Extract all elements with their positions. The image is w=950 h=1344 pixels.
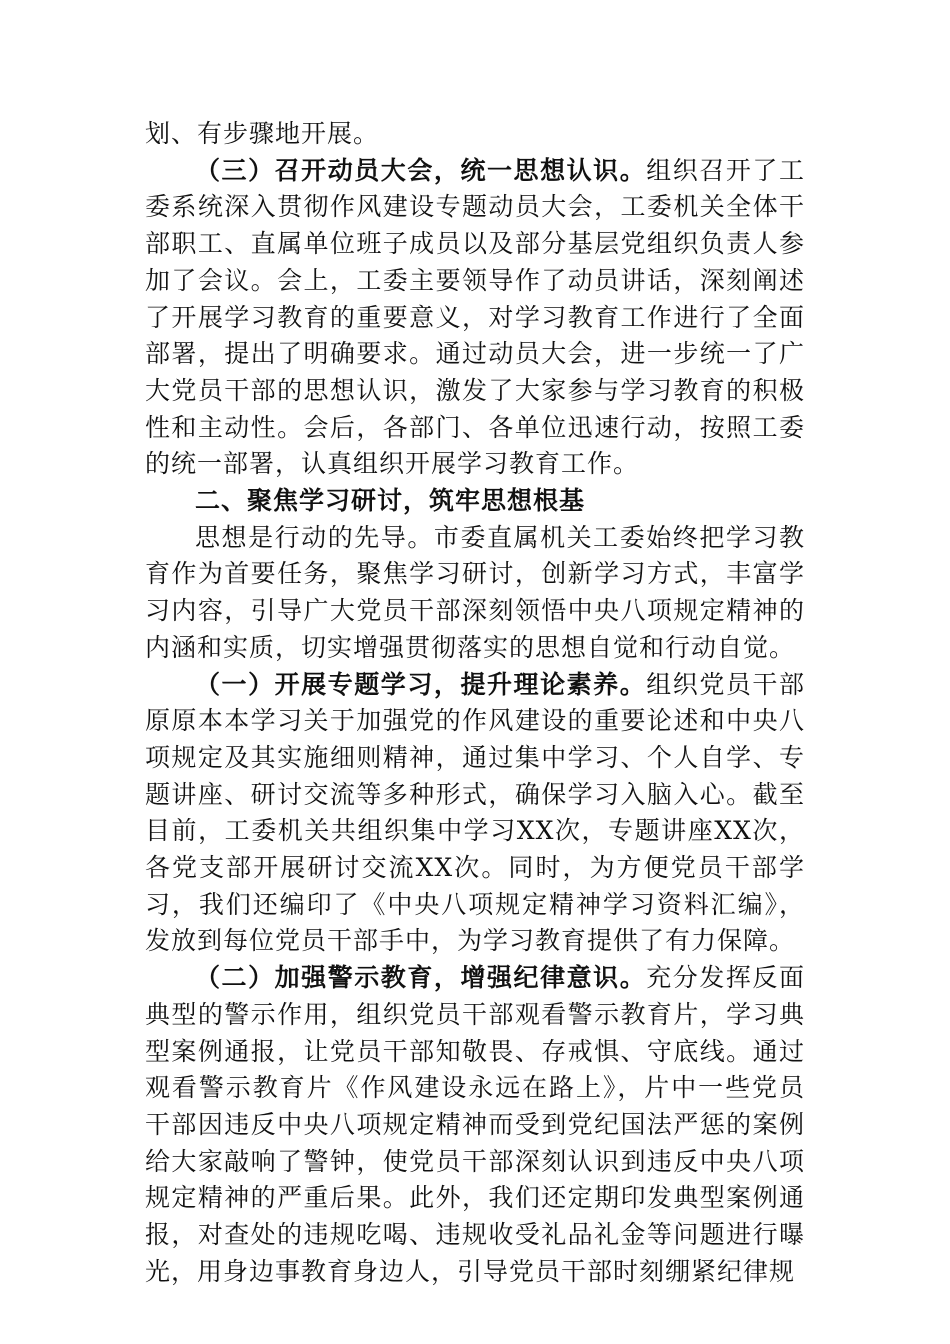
paragraph-subsection-1 xyxy=(145,667,805,961)
section-heading: 二、聚焦学习研讨，筑牢思想根基 xyxy=(195,486,586,516)
paragraph-subsection-2 xyxy=(145,960,805,1290)
paragraph-text: 充分发挥反面典型的警示作用，组织党员干部观看警示教育片，学习典型案例通报，让党员干部知敬畏、存戒惧、守底线。通过观看警示教育片《作风建设永远在路上》，片中一些党员干部因违反中央八项规定精神而受到党纪国法严惩的案例给大家敲响了警钟，使党员干部深刻认识到违反中央八项规定精神的严重后果。此外，我们还定期印发典型案例通报，对查处的违规吃喝、违规收受礼品礼金等问题进行曝光，用身边事教育身边人，引导党员干部时刻绷紧纪律规 xyxy=(145,963,805,1286)
paragraph-text: 组织召开了工委系统深入贯彻作风建设专题动员大会，工委机关全体干部职工、直属单位班子成员以及部分基层党组织负责人参加了会议。会上，工委主要领导作了动员讲话，深刻阐述了开展学习教育的重要意义，对学习教育工作进行了全面部署，提出了明确要求。通过动员大会，进一步统一了广大党员干部的思想认识，激发了大家参与学习教育的积极性和主动性。会后，各部门、各单位迅速行动，按照工委的统一部署，认真组织开展学习教育工作。 xyxy=(145,155,805,479)
paragraph-text: 划、有步骤地开展。 xyxy=(145,119,380,148)
paragraph-intro xyxy=(145,520,805,667)
paragraph-section-3 xyxy=(145,153,805,483)
paragraph-continuation xyxy=(145,116,805,153)
document-page xyxy=(145,116,805,1291)
paragraph-text: 组织党员干部原原本本学习关于加强党的作风建设的重要论述和中央八项规定及其实施细则精神，通过集中学习、个人自学、专题讲座、研讨交流等多种形式，确保学习入脑入心。截至目前，工委机关共组织集中学习XX次，专题讲座XX次，各党支部开展研讨交流XX次。同时，为方便党员干部学习，我们还编印了《中央八项规定精神学习资料汇编》，发放到每位党员干部手中，为学习教育提供了有力保障。 xyxy=(145,669,805,956)
paragraph-lead: （三）召开动员大会，统一思想认识。 xyxy=(195,155,647,185)
paragraph-lead: （一）开展专题学习，提升理论素养。 xyxy=(195,669,647,699)
paragraph-text: 思想是行动的先导。市委直属机关工委始终把学习教育作为首要任务，聚焦学习研讨，创新学习方式，丰富学习内容，引导广大党员干部深刻领悟中央八项规定精神的内涵和实质，切实增强贯彻落实的思想自觉和行动自觉。 xyxy=(145,522,805,662)
paragraph-lead: （二）加强警示教育，增强纪律意识。 xyxy=(195,963,647,993)
